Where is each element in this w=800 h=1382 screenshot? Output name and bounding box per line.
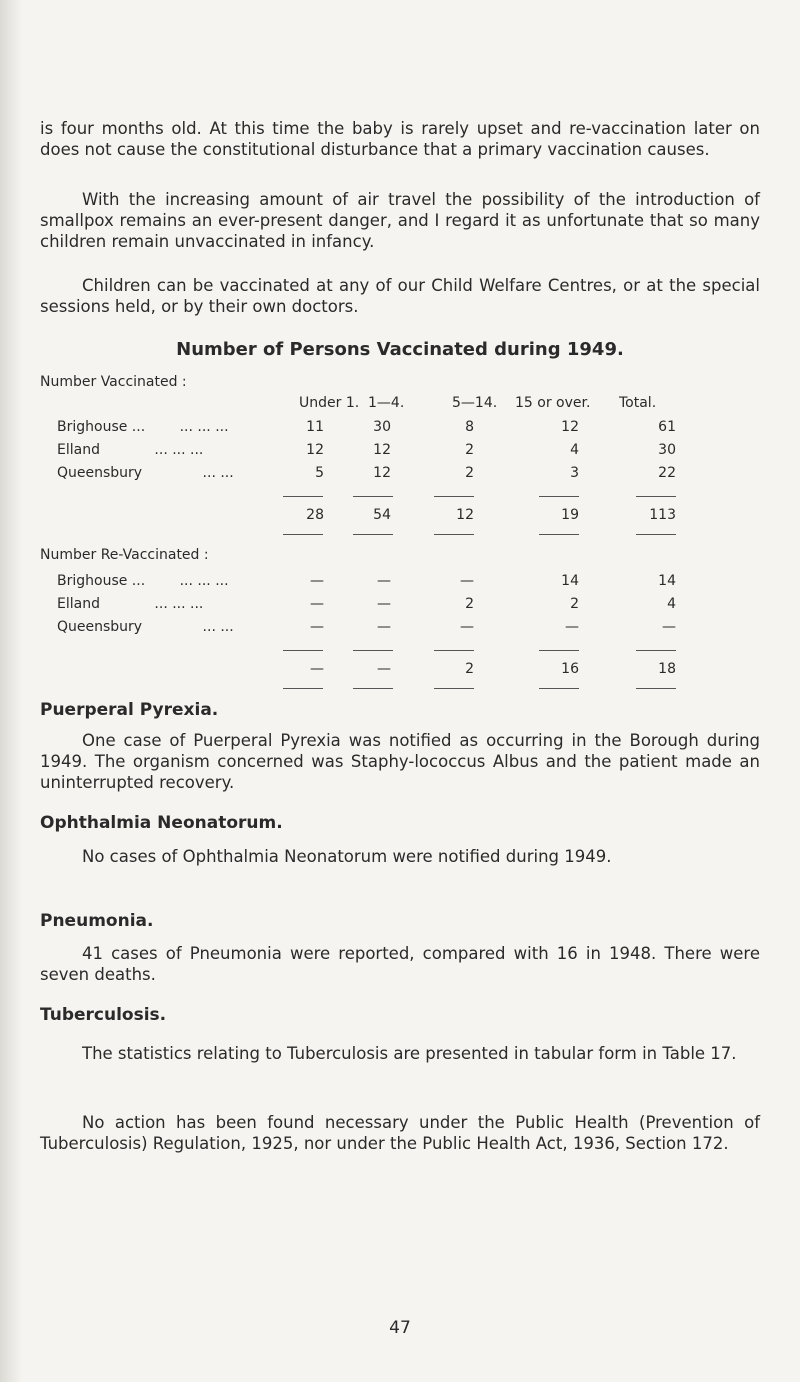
table-cell: 3 xyxy=(570,465,579,481)
total-rule xyxy=(539,496,579,497)
table-cell: 12 xyxy=(306,442,324,458)
total-cell: — xyxy=(310,661,324,677)
table-cell: 2 xyxy=(465,596,474,612)
total-rule xyxy=(353,496,393,497)
total-rule xyxy=(353,534,393,535)
table-cell: 12 xyxy=(561,419,579,435)
row-label-brighouse: Brighouse ... ... ... ... xyxy=(57,573,229,589)
column-header-under-1: Under 1. xyxy=(299,395,360,411)
total-cell: 16 xyxy=(561,661,579,677)
column-header-15-over: 15 or over. xyxy=(515,395,591,411)
row-label-elland: Elland ... ... ... xyxy=(57,442,204,458)
table-cell: — xyxy=(377,619,391,635)
table-cell: 4 xyxy=(570,442,579,458)
table-cell: 61 xyxy=(658,419,676,435)
table-cell: — xyxy=(310,596,324,612)
table-cell: — xyxy=(377,596,391,612)
table-cell: 12 xyxy=(373,442,391,458)
total-rule xyxy=(636,650,676,651)
total-rule xyxy=(636,534,676,535)
total-cell: 54 xyxy=(373,507,391,523)
row-label-brighouse: Brighouse ... ... ... ... xyxy=(57,419,229,435)
heading-puerperal-pyrexia: Puerperal Pyrexia. xyxy=(40,700,219,720)
total-cell: 12 xyxy=(456,507,474,523)
table-cell: 12 xyxy=(373,465,391,481)
table-cell: 8 xyxy=(465,419,474,435)
vaccinated-section-label: Number Vaccinated : xyxy=(40,374,187,390)
table-cell: 2 xyxy=(570,596,579,612)
row-label-elland: Elland ... ... ... xyxy=(57,596,204,612)
table-cell: — xyxy=(310,573,324,589)
total-cell: 18 xyxy=(658,661,676,677)
total-cell: 19 xyxy=(561,507,579,523)
total-rule xyxy=(283,534,323,535)
pneumonia-paragraph: 41 cases of Pneumonia were reported, compared with 16 in 1948. There were seven deaths. xyxy=(40,944,760,984)
table-cell: 4 xyxy=(667,596,676,612)
total-rule xyxy=(434,534,474,535)
total-rule xyxy=(353,688,393,689)
total-rule xyxy=(539,650,579,651)
table-cell: 30 xyxy=(658,442,676,458)
table-cell: — xyxy=(460,619,474,635)
total-cell: — xyxy=(377,661,391,677)
table-cell: 2 xyxy=(465,442,474,458)
table-cell: — xyxy=(662,619,676,635)
intro-paragraph-1: is four months old. At this time the baby is rarely upset and re-vaccination later on does not cause the constitutional disturbance that a primary vaccination causes. xyxy=(40,119,760,159)
total-rule xyxy=(283,496,323,497)
heading-tuberculosis: Tuberculosis. xyxy=(40,1005,167,1025)
table-cell: — xyxy=(460,573,474,589)
revaccinated-section-label: Number Re-Vaccinated : xyxy=(40,547,209,563)
total-cell: 113 xyxy=(649,507,676,523)
total-rule xyxy=(283,688,323,689)
total-rule xyxy=(539,688,579,689)
ophthalmia-paragraph: No cases of Ophthalmia Neonatorum were notified during 1949. xyxy=(82,847,612,866)
heading-ophthalmia-neonatorum: Ophthalmia Neonatorum. xyxy=(40,813,283,833)
puerperal-paragraph: One case of Puerperal Pyrexia was notified as occurring in the Borough during 1949. The organism concerned was Staphy-lococcus Albus and the patient made an uninterrupted recovery. xyxy=(40,731,760,792)
heading-pneumonia: Pneumonia. xyxy=(40,911,154,931)
total-cell: 28 xyxy=(306,507,324,523)
intro-paragraph-2: With the increasing amount of air travel the possibility of the introduction of smallpox remains an ever-present danger, and I regard it as unfortunate that so many children remain unvaccinated in infancy. xyxy=(40,190,760,251)
column-header-5-14: 5—14. xyxy=(452,395,498,411)
total-rule xyxy=(539,534,579,535)
intro-paragraph-3: Children can be vaccinated at any of our Child Welfare Centres, or at the special sessions held, or by their own doctors. xyxy=(40,276,760,316)
total-rule xyxy=(636,688,676,689)
table-cell: 11 xyxy=(306,419,324,435)
table-cell: 5 xyxy=(315,465,324,481)
table-cell: 14 xyxy=(658,573,676,589)
table-cell: — xyxy=(377,573,391,589)
page-edge-shadow xyxy=(0,0,22,1382)
row-label-queensbury: Queensbury ... ... xyxy=(57,465,234,481)
table-title: Number of Persons Vaccinated during 1949. xyxy=(176,339,624,360)
column-header-total: Total. xyxy=(619,395,657,411)
tuberculosis-paragraph-2: No action has been found necessary under the Public Health (Prevention of Tuberculosis) Regulation, 1925, nor under the Public Health Act, 1936, Section 172. xyxy=(40,1113,760,1153)
total-cell: 2 xyxy=(465,661,474,677)
table-cell: 2 xyxy=(465,465,474,481)
total-rule xyxy=(434,496,474,497)
total-rule xyxy=(353,650,393,651)
total-rule xyxy=(434,650,474,651)
table-cell: 22 xyxy=(658,465,676,481)
total-rule xyxy=(636,496,676,497)
column-header-1-4: 1—4. xyxy=(368,395,405,411)
table-cell: 14 xyxy=(561,573,579,589)
page-number: 47 xyxy=(389,1318,411,1338)
total-rule xyxy=(434,688,474,689)
table-cell: 30 xyxy=(373,419,391,435)
row-label-queensbury: Queensbury ... ... xyxy=(57,619,234,635)
tuberculosis-paragraph-1: The statistics relating to Tuberculosis are presented in tabular form in Table 17. xyxy=(82,1044,737,1063)
table-cell: — xyxy=(310,619,324,635)
table-cell: — xyxy=(565,619,579,635)
total-rule xyxy=(283,650,323,651)
